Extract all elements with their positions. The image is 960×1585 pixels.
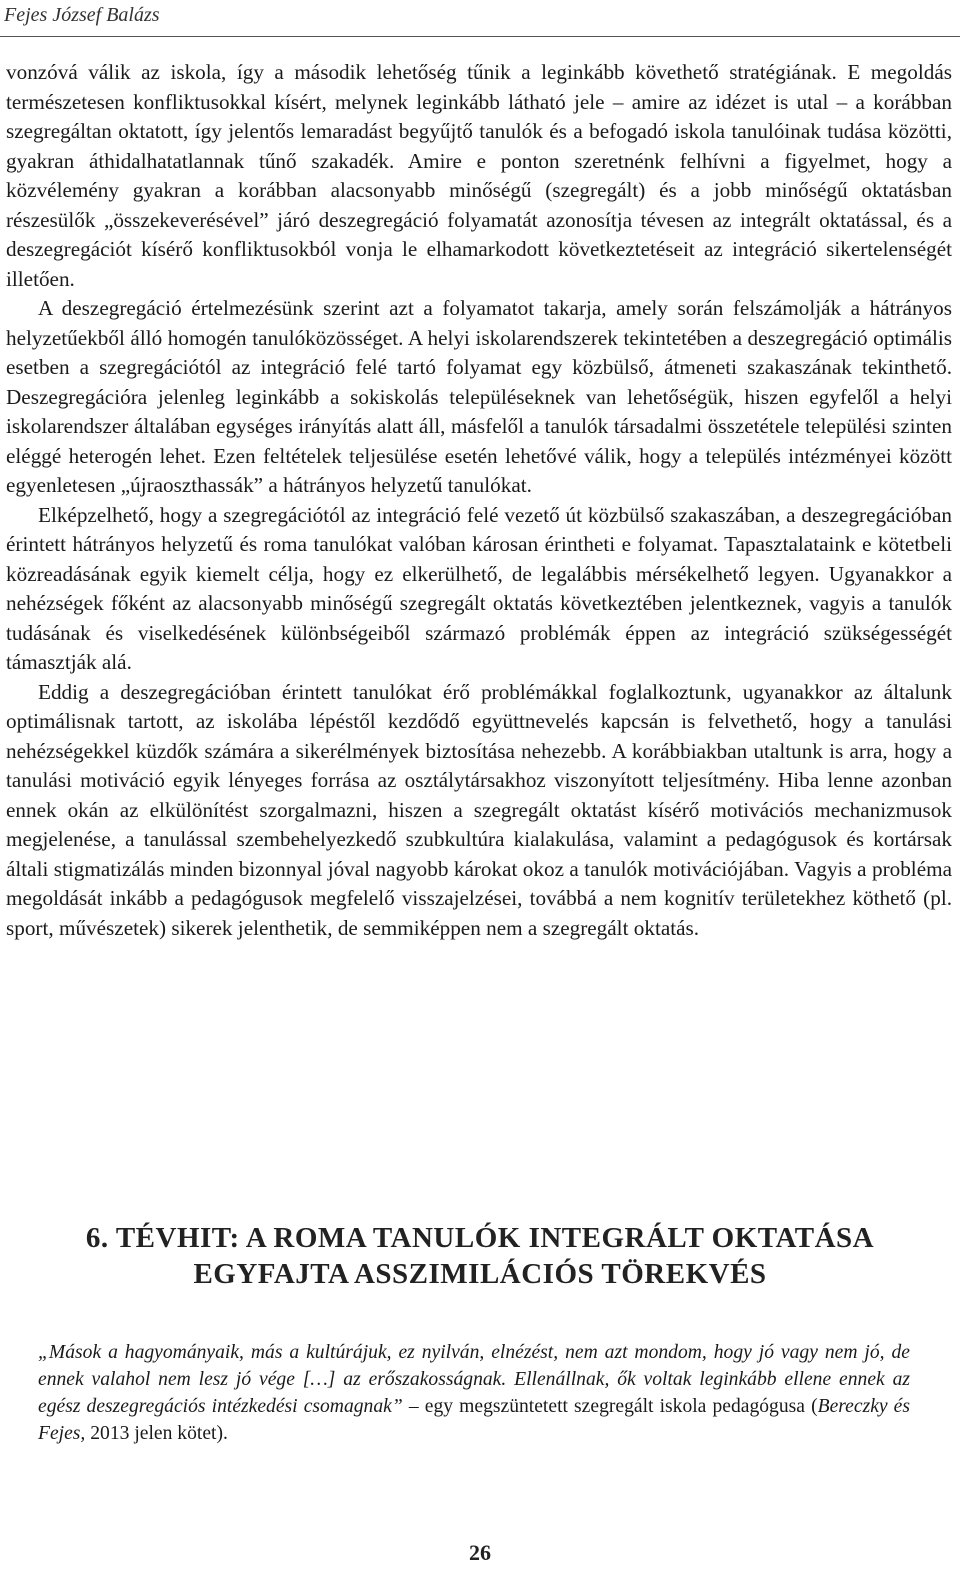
quote-attribution: – egy megszüntetett szegregált iskola pedagógusa ( xyxy=(402,1396,818,1417)
block-quote xyxy=(38,1339,910,1447)
running-head: Fejes József Balázs xyxy=(4,4,160,26)
header-rule xyxy=(0,36,960,37)
quote-authors: Bereczky és Fejes, xyxy=(38,1396,911,1444)
section-heading-line: 6. TÉVHIT: A ROMA TANULÓK INTEGRÁLT OKTATÁSA xyxy=(85,1222,875,1254)
quote-attribution-end: 2013 jelen kötet). xyxy=(85,1423,228,1444)
page-number: 26 xyxy=(469,1540,491,1565)
paragraph: vonzóvá válik az iskola, így a második lehetőség tűnik a leginkább követhető stratégiának. E megoldás természetesen konfliktusokkal kísért, melynek leginkább látható jele – amire az idézet is utal – a korábban szegregáltan oktatott, így jelentős lemaradást begyűjtő tanulók és a befogadó iskola tanulóinak tudása közötti, gyakran áthidalhatatlannak tűnő szakadék. Amire e ponton szeretnénk felhívni a figyelmet, hogy a közvélemény gyakran a korábban alacsonyabb minőségű (szegregált) és a jobb minőségű oktatásban részesülők „összekeverésével” járó deszegregáció folyamatát azonosítja tévesen az integrált oktatással, és a deszegregációt kísérő konfliktusokból vonja le elhamarkodott következtetéseit az integráció sikertelenségét illetően. xyxy=(6,60,952,291)
section-heading-line: EGYFAJTA ASSZIMILÁCIÓS TÖREKVÉS xyxy=(193,1258,767,1290)
paragraph: Elképzelhető, hogy a szegregációtól az integráció felé vezető út közbülső szakaszában, a deszegregációban érintett hátrányos helyzetű és roma tanulókat valóban károsan érintheti e folyamat. Tapasztalataink e kötetbeli közreadásának egyik kiemelt célja, hogy ez elkerülhető, de legalábbis mérsékelhető legyen. Ugyanakkor a nehézségek főként az alacsonyabb minőségű szegregált oktatás következtében jelentkeznek, vagyis a tanulók tudásának és viselkedésének különbségeiből származó problémák éppen az integráció szükségességét támasztják alá. xyxy=(6,502,952,674)
paragraph: A deszegregáció értelmezésünk szerint azt a folyamatot takarja, amely során felszámolják a hátrányos helyzetűekből álló homogén tanulóközösséget. A helyi iskolarendszerek tekintetében a deszegregáció optimális esetben a szegregációtól az integráció felé tartó folyamat egy közbülső, átmeneti szakaszának tekinthető. Deszegregációra jelenleg leginkább a sokiskolás településeknek van lehetőségük, hiszen egyfelől a helyi iskolarendszer általában egységes irányítás alatt áll, másfelől a tanulók társadalmi összetétele települési szinten eléggé heterogén lehet. Ezen feltételek teljesülése esetén lehetővé válik, hogy a település intézményei között egyenletesen „újraoszthassák” a hátrányos helyzetű tanulókat. xyxy=(6,296,952,497)
quote-text: „Mások a hagyományaik, más a kultúrájuk, ez nyilván, elnézést, nem azt mondom, hogy jó vagy nem jó, de ennek valahol nem lesz jó vége […] az erőszakosságnak. Ellenállnak, ők voltak leginkább ellene ennek az egész deszegregációs intézkedési csomagnak” xyxy=(38,1342,910,1417)
paragraph: Eddig a deszegregációban érintett tanulókat érő problémákkal foglalkoztunk, ugyanakkor az általunk optimálisnak tartott, az iskolába lépéstől kezdődő együttnevelés kapcsán is felvethető, hogy a tanulási nehézségekkel küzdők számára a sikerélmények biztosítása nehezebb. A korábbiakban utaltunk is arra, hogy a tanulási motiváció egyik lényeges forrása az osztálytársakhoz viszonyított teljesítmény. Hiba lenne azonban ennek okán az elkülönítést szorgalmazni, hiszen a szegregált oktatást kísérő motivációs mechanizmusok megjelenése, a tanulással szembehelyezkedő szubkultúra kialakulása, valamint a pedagógusok és kortársak általi stigmatizálás minden bizonnyal jóval nagyobb károkat okoz a tanulók motivációjában. Vagyis a probléma megoldását inkább a pedagógusok megfelelő visszajelzései, továbbá a nem kognitív területekhez köthető (pl. sport, művészetek) sikerek jelenthetik, de semmiképpen nem a szegregált oktatás. xyxy=(6,679,952,940)
section-heading xyxy=(0,1220,960,1292)
body-text xyxy=(6,58,952,943)
